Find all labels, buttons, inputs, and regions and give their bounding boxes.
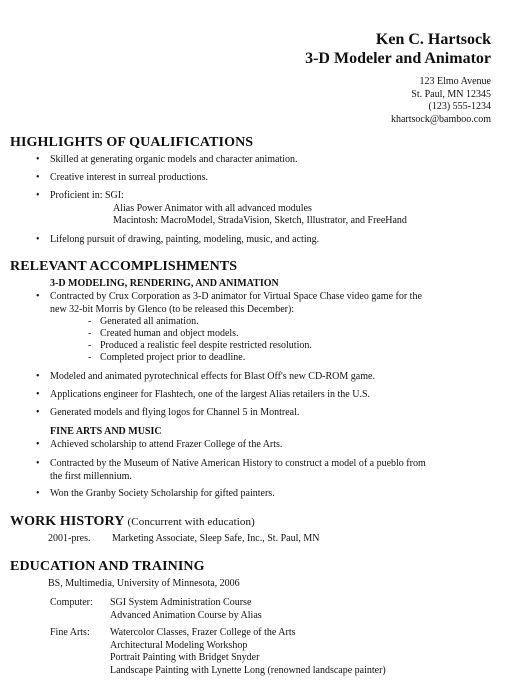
list-item: • Lifelong pursuit of drawing, painting, modeling, music, and acting. [50, 234, 490, 247]
dash-item: - Produced a realistic feel despite restricted resolution. [100, 340, 312, 353]
subheading-fine-arts: FINE ARTS AND MUSIC [50, 426, 162, 437]
fine-arts-label: Fine Arts: [50, 627, 90, 638]
subheading-modeling: 3-D MODELING, RENDERING, AND ANIMATION [50, 278, 279, 289]
list-item: • Creative interest in surreal productions. [50, 172, 490, 185]
resume-header [305, 30, 491, 126]
list-item [50, 458, 490, 483]
course-line: Portrait Painting with Bridget Snyder [110, 652, 260, 664]
work-detail: Marketing Associate, Sleep Safe, Inc., St. Paul, MN [112, 533, 320, 544]
accomplishments-heading: RELEVANT ACCOMPLISHMENTS [10, 259, 238, 274]
phone-line: (123) 555-1234 [428, 101, 491, 112]
list-item: • Generated models and flying logos for Channel 5 in Montreal. [50, 407, 490, 420]
work-heading [10, 514, 255, 530]
course-line: SGI System Administration Course [110, 597, 252, 608]
list-item [50, 291, 490, 316]
dash-item: - Completed project prior to deadline. [100, 352, 245, 365]
list-item: • Skilled at generating organic models and character animation. [50, 154, 490, 167]
list-item: • Achieved scholarship to attend Frazer College of the Arts. [50, 439, 490, 452]
email-line: khartsock@bamboo.com [390, 113, 491, 125]
highlights-heading: HIGHLIGHTS OF QUALIFICATIONS [10, 135, 254, 150]
course-line: Watercolor Classes, Frazer College of the Arts [110, 627, 296, 638]
sgi-line: Alias Power Animator with all advanced modules [113, 203, 312, 214]
dash-item: - Generated all animation. [100, 316, 199, 329]
candidate-title: 3-D Modeler and Animator [305, 50, 491, 67]
computer-courses [110, 597, 262, 622]
museum-line: the first millennium. [50, 470, 132, 482]
course-line: Architectural Modeling Workshop [110, 639, 248, 651]
crux-line: new 32-bit Morris by Glenco (to be released this December): [50, 303, 295, 315]
contact-block [305, 76, 491, 126]
work-heading-text: WORK HISTORY [10, 514, 124, 529]
address-line: 123 Elmo Avenue [419, 76, 491, 87]
crux-line: • Contracted by Crux Corporation as 3-D animator for Virtual Space Chase video game for the [50, 291, 422, 302]
course-line: Landscape Painting with Lynette Long (renowned landscape painter) [110, 664, 386, 676]
sgi-line: Macintosh: MacroModel, StradaVision, Sketch, Illustrator, and FreeHand [113, 215, 407, 226]
fine-arts-courses [110, 627, 386, 677]
museum-line: • Contracted by the Museum of Native American History to construct a model of a pueblo from [50, 458, 426, 469]
list-item: • Applications engineer for Flashtech, one of the largest Alias retailers in the U.S. [50, 389, 490, 402]
city-line: St. Paul, MN 12345 [411, 88, 491, 100]
education-heading: EDUCATION AND TRAINING [10, 559, 205, 574]
list-item: • Proficient in: SGI: [50, 190, 490, 203]
computer-label: Computer: [50, 597, 93, 608]
work-note: (Concurrent with education) [127, 516, 255, 528]
candidate-name: Ken C. Hartsock [375, 31, 491, 48]
work-date: 2001-pres. [48, 533, 91, 544]
course-line: Advanced Animation Course by Alias [110, 609, 262, 621]
list-item: • Won the Granby Society Scholarship for gifted painters. [50, 488, 490, 501]
dash-item: - Created human and object models. [100, 328, 239, 341]
degree-line: BS, Multimedia, University of Minnesota, 2006 [48, 578, 240, 589]
list-item: • Modeled and animated pyrotechnical effects for Blast Off's new CD-ROM game. [50, 371, 490, 384]
